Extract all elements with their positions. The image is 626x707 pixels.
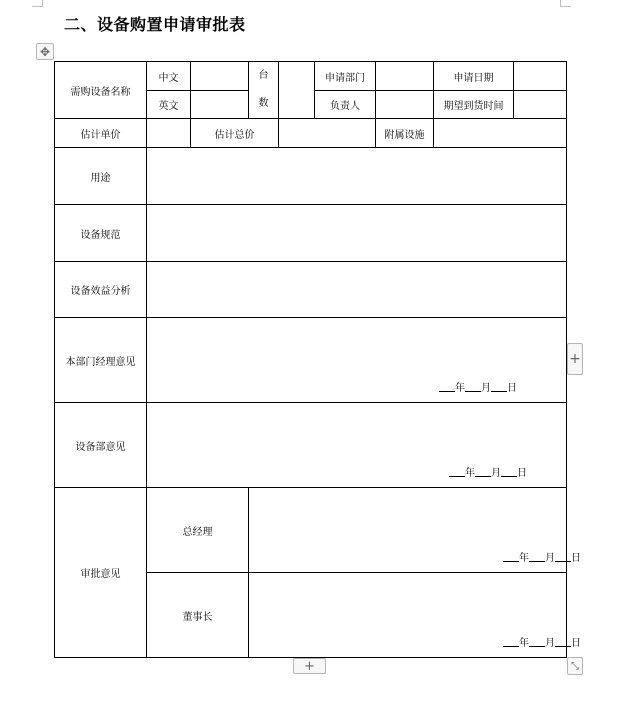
expected-arrival-field[interactable]	[514, 91, 567, 119]
dept-manager-opinion-label: 本部门经理意见	[55, 318, 147, 403]
est-total-price-field[interactable]	[279, 119, 376, 148]
approval-opinion-label: 审批意见	[55, 488, 147, 658]
purpose-field[interactable]	[147, 148, 567, 205]
equipment-dept-opinion-field[interactable]	[147, 403, 567, 488]
chinese-name-field[interactable]	[191, 62, 249, 91]
general-manager-label: 总经理	[147, 488, 249, 573]
apply-dept-label: 申请部门	[315, 62, 376, 91]
general-manager-field[interactable]	[249, 488, 581, 573]
quantity-label-top: 台	[258, 70, 269, 81]
person-in-charge-field[interactable]	[376, 91, 434, 119]
chinese-label: 中文	[147, 62, 191, 91]
benefit-analysis-field[interactable]	[147, 262, 567, 318]
date-line: 年 月 日	[503, 549, 581, 564]
device-name-label: 需购设备名称	[55, 62, 147, 119]
est-unit-price-label: 估计单价	[55, 119, 147, 148]
english-label: 英文	[147, 91, 191, 119]
approval-table	[54, 61, 581, 658]
quantity-label	[249, 62, 279, 119]
accessory-facility-label: 附属设施	[376, 119, 434, 148]
est-unit-price-field[interactable]	[147, 119, 191, 148]
page-corner-mark	[560, 0, 571, 7]
quantity-field[interactable]	[279, 62, 315, 119]
resize-diagonal-icon[interactable]: ⤡	[567, 657, 583, 675]
purpose-label: 用途	[55, 148, 147, 205]
accessory-facility-field[interactable]	[434, 119, 567, 148]
move-arrows-icon[interactable]: ✥	[36, 43, 54, 60]
date-line: 年 月 日	[449, 464, 527, 479]
date-line: 年 月 日	[503, 634, 581, 649]
chairman-field[interactable]	[249, 573, 581, 658]
add-column-plus-icon[interactable]: +	[567, 343, 583, 375]
apply-date-field[interactable]	[514, 62, 567, 91]
page-corner-mark	[32, 0, 43, 7]
chairman-label: 董事长	[147, 573, 249, 658]
benefit-analysis-label: 设备效益分析	[55, 262, 147, 318]
person-in-charge-label: 负责人	[315, 91, 376, 119]
add-row-plus-icon[interactable]: +	[293, 658, 326, 674]
expected-arrival-label: 期望到货时间	[434, 91, 514, 119]
specification-label: 设备规范	[55, 205, 147, 262]
quantity-label-bottom: 数	[258, 98, 269, 109]
english-name-field[interactable]	[191, 91, 249, 119]
dept-manager-opinion-field[interactable]	[147, 318, 567, 403]
specification-field[interactable]	[147, 205, 567, 262]
date-line: 年 月 日	[439, 379, 517, 394]
est-total-price-label: 估计总价	[191, 119, 279, 148]
apply-date-label: 申请日期	[434, 62, 514, 91]
apply-dept-field[interactable]	[376, 62, 434, 91]
equipment-dept-opinion-label: 设备部意见	[55, 403, 147, 488]
page-title: 二、设备购置申请审批表	[64, 15, 246, 34]
